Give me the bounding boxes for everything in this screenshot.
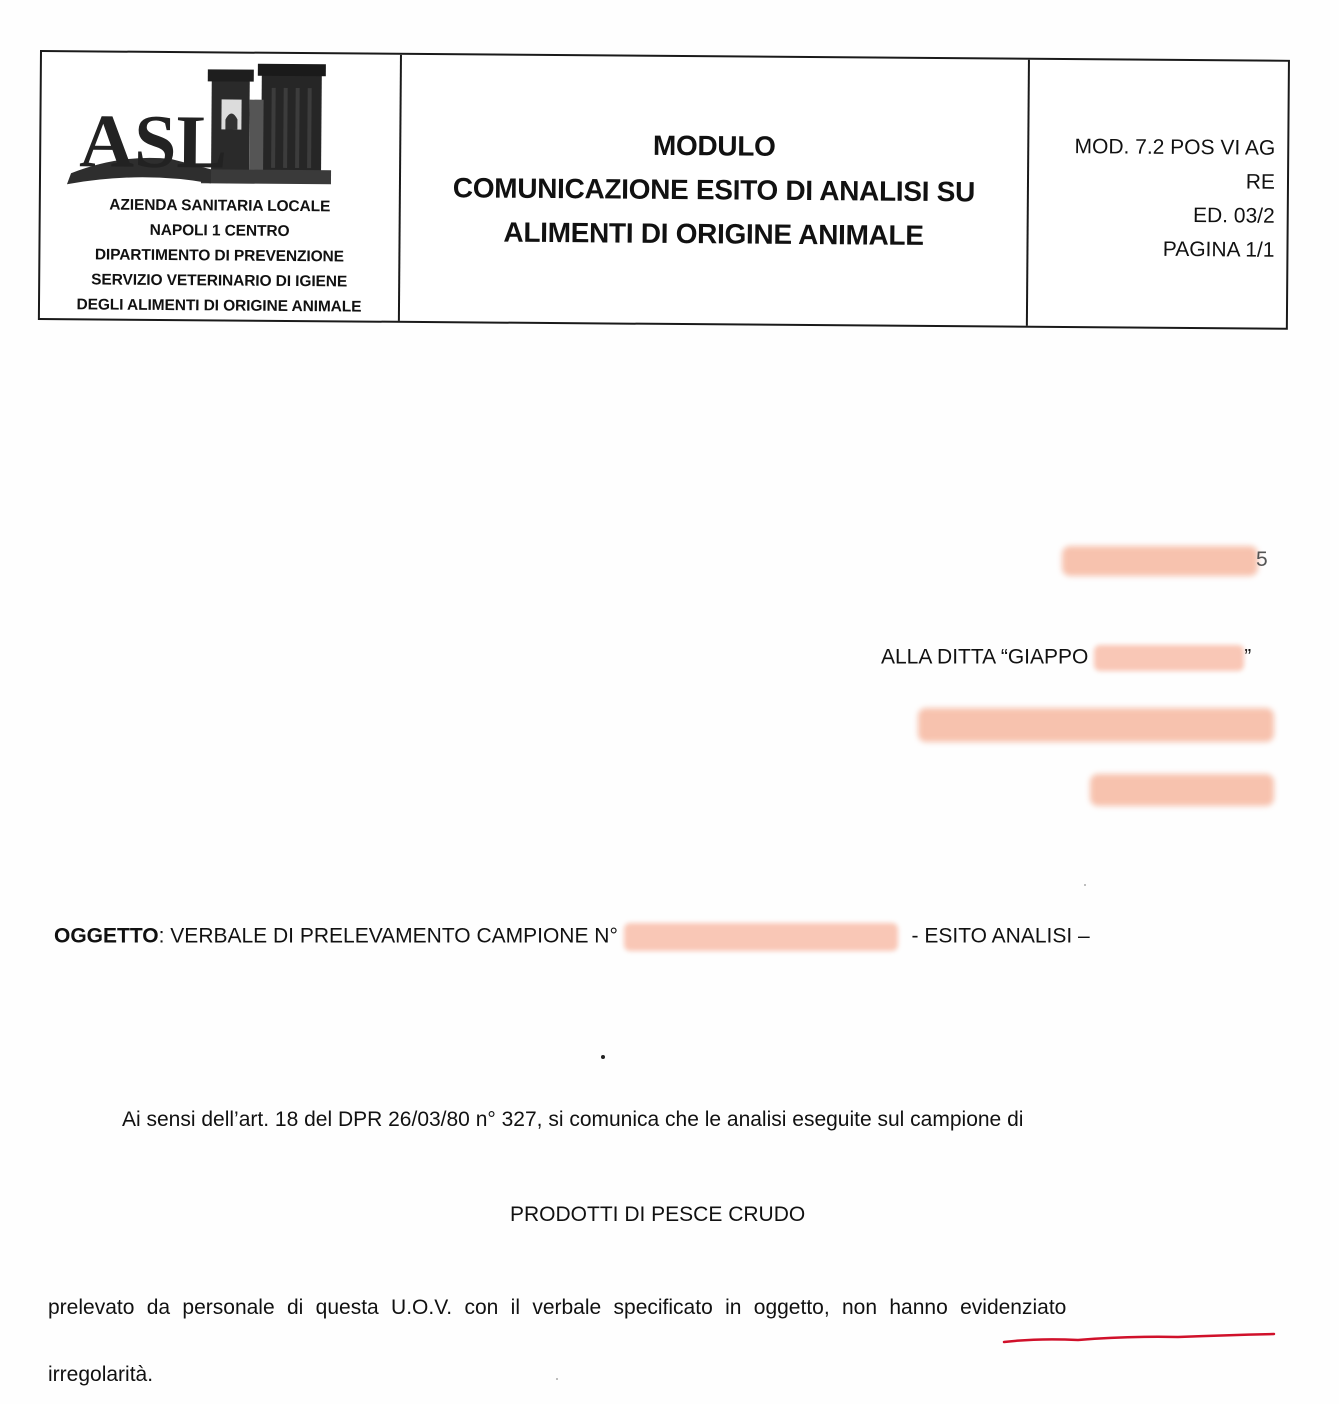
logo-letters: ASL xyxy=(78,99,228,185)
redacted-sample-number xyxy=(624,923,898,951)
form-code-line: ED. 03/2 xyxy=(1192,204,1275,228)
recipient-suffix: ” xyxy=(1244,645,1252,669)
header-logo-cell xyxy=(40,52,402,321)
org-line: AZIENDA SANITARIA LOCALE xyxy=(109,196,331,216)
form-title-line: ALIMENTI DI ORIGINE ANIMALE xyxy=(503,216,924,251)
org-line: DEGLI ALIMENTI DI ORIGINE ANIMALE xyxy=(76,296,362,316)
body-paragraph: irregolarità. xyxy=(48,1363,154,1386)
header-title-cell xyxy=(400,55,1030,326)
subject-colon: : xyxy=(158,924,165,948)
form-code-line: MOD. 7.2 POS VI AG xyxy=(1074,135,1276,160)
org-line: SERVIZIO VETERINARIO DI IGIENE xyxy=(91,271,348,291)
header-table xyxy=(38,50,1290,330)
scan-speck xyxy=(556,1378,558,1380)
form-title-line: MODULO xyxy=(652,129,776,162)
redacted-company-name xyxy=(1094,645,1244,671)
form-code-line: RE xyxy=(1245,170,1276,194)
body-paragraph: prelevato da personale di questa U.O.V. con il verbale specificato in oggetto, non hanno evidenziato xyxy=(48,1296,1067,1319)
asl-castle-logo xyxy=(61,58,342,190)
header-code-cell xyxy=(1028,60,1288,328)
stray-dot xyxy=(601,1055,605,1059)
subject-line xyxy=(54,923,1090,951)
redacted-address xyxy=(918,708,1274,742)
body-paragraph: Ai sensi dell’art. 18 del DPR 26/03/80 n° 327, si comunica che le analisi eseguite sul campione di xyxy=(122,1108,1024,1131)
form-code-line: PAGINA 1/1 xyxy=(1162,237,1275,262)
date-visible-suffix: 5 xyxy=(1256,548,1268,571)
organization-name xyxy=(40,192,399,320)
recipient-prefix: ALLA DITTA “GIAPPO xyxy=(881,645,1095,669)
subject-outcome: - ESITO ANALISI – xyxy=(905,924,1090,948)
recipient-line xyxy=(881,645,1251,671)
subject-text: VERBALE DI PRELEVAMENTO CAMPIONE N° xyxy=(164,924,624,948)
product-name: PRODOTTI DI PESCE CRUDO xyxy=(510,1203,806,1226)
redacted-city xyxy=(1090,774,1274,806)
scan-speck xyxy=(1084,884,1086,886)
org-line: NAPOLI 1 CENTRO xyxy=(149,221,290,240)
form-title-line: COMUNICAZIONE ESITO DI ANALISI SU xyxy=(452,172,976,208)
handwritten-underline xyxy=(998,1328,1278,1352)
subject-label: OGGETTO xyxy=(54,924,159,948)
org-line: DIPARTIMENTO DI PREVENZIONE xyxy=(94,246,344,266)
redacted-date xyxy=(1062,546,1258,576)
